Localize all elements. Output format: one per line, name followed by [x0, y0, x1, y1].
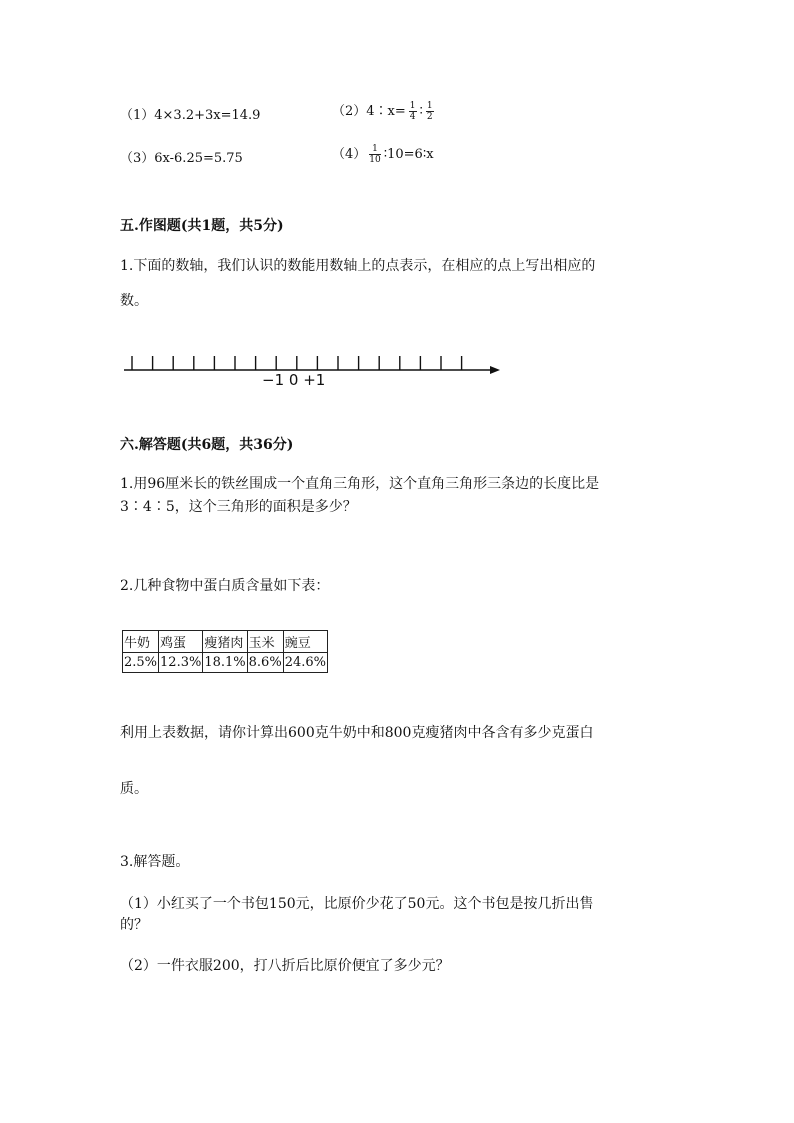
table-header-row: [123, 631, 328, 653]
section-6-q3-p1-line1: （1）小红买了一个书包150元，比原价少花了50元。这个书包是按几折出售: [120, 896, 594, 912]
section-6-q1-line1: 1.用96厘米长的铁丝围成一个直角三角形，这个直角三角形三条边的长度比是: [120, 476, 600, 492]
fraction-numerator: 1: [369, 144, 380, 155]
fraction-one-half: [426, 101, 434, 122]
table-cell: 2.5%: [123, 653, 159, 673]
equation-4-suffix: ∶10=6∶x: [383, 147, 434, 162]
equation-4: [332, 143, 434, 165]
table-header-cell: 豌豆: [283, 631, 327, 653]
fraction-numerator: 1: [426, 101, 433, 111]
fraction-numerator: 1: [409, 101, 416, 111]
equation-3: （3）6x-6.25=5.75: [120, 151, 243, 166]
section-6-q3-p1-line2: 的？: [120, 917, 148, 933]
equation-2-prefix: （2）4∶x=: [332, 104, 406, 119]
table-cell: 24.6%: [283, 653, 327, 673]
section-6-q1-line2: 3∶4∶5，这个三角形的面积是多少？: [120, 499, 357, 515]
table-row: [123, 653, 328, 673]
number-line-arrow: [490, 366, 500, 374]
table-cell: 12.3%: [159, 653, 203, 673]
fraction-denominator: 10: [369, 155, 381, 165]
section-6-title: 六.解答题(共6题，共36分): [120, 437, 294, 453]
fraction-one-tenth: [369, 144, 380, 165]
table-cell: 8.6%: [247, 653, 283, 673]
section-5-q1-line2: 数。: [120, 293, 148, 309]
table-header-cell: 牛奶: [123, 631, 159, 653]
section-6-q3-title: 3.解答题。: [120, 854, 190, 870]
section-6-q2-title: 2.几种食物中蛋白质含量如下表：: [120, 578, 330, 594]
equation-2: [332, 100, 437, 122]
section-6-q3-p2: （2）一件衣服200，打八折后比原价便宜了多少元？: [120, 958, 450, 974]
fraction-denominator: 4: [409, 112, 416, 122]
section-5-q1-line1: 1.下面的数轴，我们认识的数能用数轴上的点表示，在相应的点上写出相应的: [120, 258, 596, 274]
table-header-cell: 瘦猪肉: [203, 631, 247, 653]
section-5-title: 五.作图题(共1题，共5分): [120, 218, 284, 234]
table-cell: 18.1%: [203, 653, 247, 673]
section-6-q2-text-line1: 利用上表数据，请你计算出600克牛奶中和800克瘦猪肉中各含有多少克蛋白: [120, 725, 594, 741]
section-6-q2-text-line2: 质。: [120, 781, 148, 797]
fraction-denominator: 2: [426, 112, 433, 122]
table-header-cell: 玉米: [247, 631, 283, 653]
fraction-one-quarter: [409, 101, 417, 122]
ratio-separator: ∶: [419, 104, 423, 119]
table-header-cell: 鸡蛋: [159, 631, 203, 653]
protein-table: [122, 630, 328, 673]
number-line-labels: −1 0 +1: [262, 371, 326, 389]
equation-1: （1）4×3.2+3x=14.9: [120, 108, 261, 123]
number-line-ticks: [132, 356, 462, 370]
equation-4-prefix: （4）: [332, 147, 367, 162]
